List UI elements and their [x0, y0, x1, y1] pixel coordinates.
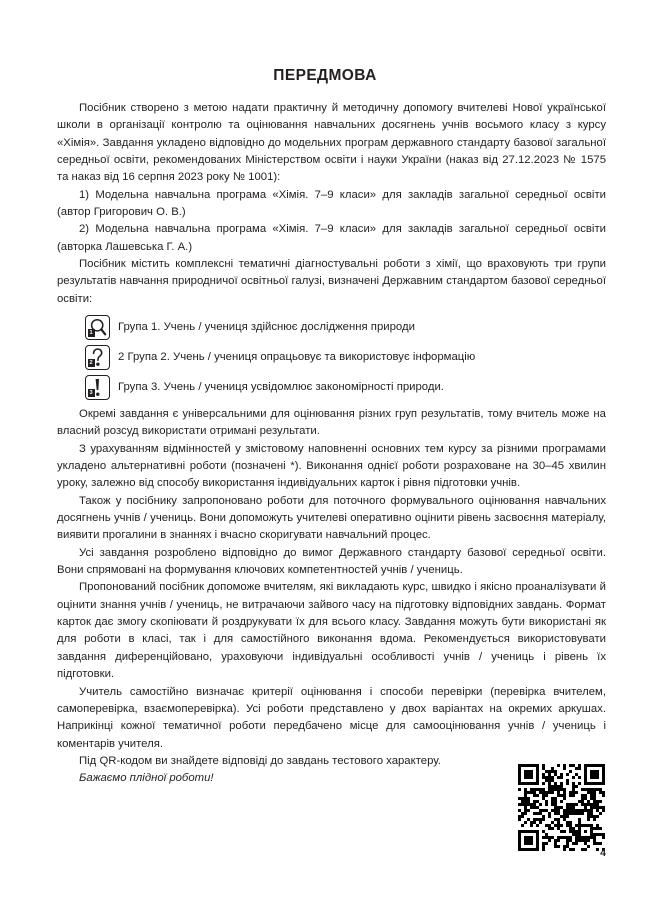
paragraph-formative-assessment: Також у посібнику запропоновано роботи для поточного формувального оцінювання навчальних досягнень учнів / учениць. Вони допоможуть учителеві оперативно оцінити рівень засвоєння матеріалу, виявити прогалини в знаннях і вчасно скоригувати навчальний процес. — [57, 494, 606, 542]
body-text-column — [57, 100, 606, 308]
paragraph-program-1: 1) Модельна навчальна програма «Хімія. 7–9 класи» для закладів загальної середньої освіти (автор Григорович О. В.) — [57, 188, 606, 219]
paragraph-intro: Посібник створено з метою надати практичну й методичну допомогу вчителеві Нової української школи в організації контролю та оцінювання навчальних досягнень учнів восьмого класу з курсу «Хімія». Завдання укладено відповідно до модельних програм державного стандарту базової загальної середньої освіти, рекомендованих Міністерством освіти і науки України (наказ від 27.12.2023 № 1575 та наказ від 16 серпня 2023 року № 1001): — [57, 102, 606, 184]
magnifier-icon — [85, 315, 110, 340]
group-badge-number: 1 — [89, 330, 93, 337]
paragraph-state-standard: Усі завдання розроблено відповідно до вимог Державного стандарту базової середньої освіти. Вони спрямовані на формування ключових компетентностей учнів / учениць. — [57, 546, 606, 577]
result-groups-list — [85, 313, 605, 403]
group-row-3 — [85, 373, 605, 402]
group-label: Група 3. Учень / учениця усвідомлює закономірності природи. — [118, 380, 444, 393]
paragraph-groups-lead: Посібник містить комплексні тематичні діагностувальні роботи з хімії, що враховують три групи результатів навчання природничої освітньої галузі, визначені Державним стандартом базової середньої освіти: — [57, 258, 606, 305]
group-badge-number: 3 — [89, 390, 93, 397]
body-text-column-lower — [57, 406, 606, 788]
group-badge-number: 2 — [89, 360, 93, 367]
qr-code-canvas — [518, 764, 605, 851]
paragraph-universal-tasks: Окремі завдання є універсальними для оцінювання різних груп результатів, тому вчитель може на власний розсуд використати отримані результати. — [57, 408, 606, 438]
paragraph-usage-guidance: Пропонований посібник допоможе вчителям, які викладають курс, швидко і якісно проаналізувати й оцінити знання учнів / учениць, не витрачаючи зайвого часу на підготовку відповідних завдань. Формат карток дає змогу скопіювати й роздрукувати їх для всього класу. Завдання можуть бути використані як для роботи в класі, так і для самостійного виконання вдома. Рекомендується використовувати завдання диференційовано, ураховуючи індивідуальні особливості учнів / учениць і рівень їх підготовки. — [57, 581, 606, 681]
paragraph-program-2: 2) Модельна навчальна програма «Хімія. 7–9 класи» для закладів загальної середньої освіти (авторка Лашевська Г. А.) — [57, 223, 606, 253]
exclamation-mark-icon — [85, 375, 110, 400]
qr-code[interactable] — [518, 764, 605, 851]
group-label: Група 1. Учень / учениця здійснює дослідження природи — [118, 320, 415, 333]
group-row-2 — [85, 343, 605, 372]
group-row-1 — [85, 313, 605, 342]
paragraph-assessment-criteria: Учитель самостійно визначає критерії оцінювання і способи перевірки (перевірка вчителем, самоперевірка, взаємоперевірка). Усі роботи представлено у двох варіантах на окремих аркушах. Наприкінці кожної тематичної роботи передбачено місце для самооцінювання учнів / учениць і коментарів учителя. — [57, 685, 606, 750]
paragraph-qr-note: Під QR-кодом ви знайдете відповіді до завдань тестового характеру. — [79, 754, 441, 767]
group-label: 2 Група 2. Учень / учениця опрацьовує та використовує інформацію — [118, 350, 476, 363]
page-title: ПЕРЕДМОВА — [273, 67, 377, 85]
paragraph-alternative-works: З урахуванням відмінностей у змістовому наповненні основних тем курсу за різними програмами укладено альтернативні роботи (позначені *). Виконання однієї роботи розраховане на 30–45 хвилин уроку, залежно від способу використання індивідуальних карток і рівня підготовки учнів. — [57, 442, 606, 490]
question-mark-icon — [85, 345, 110, 370]
page-number: 4 — [600, 847, 606, 859]
paragraph-closing-wish: Бажаємо плідної роботи! — [79, 772, 214, 785]
